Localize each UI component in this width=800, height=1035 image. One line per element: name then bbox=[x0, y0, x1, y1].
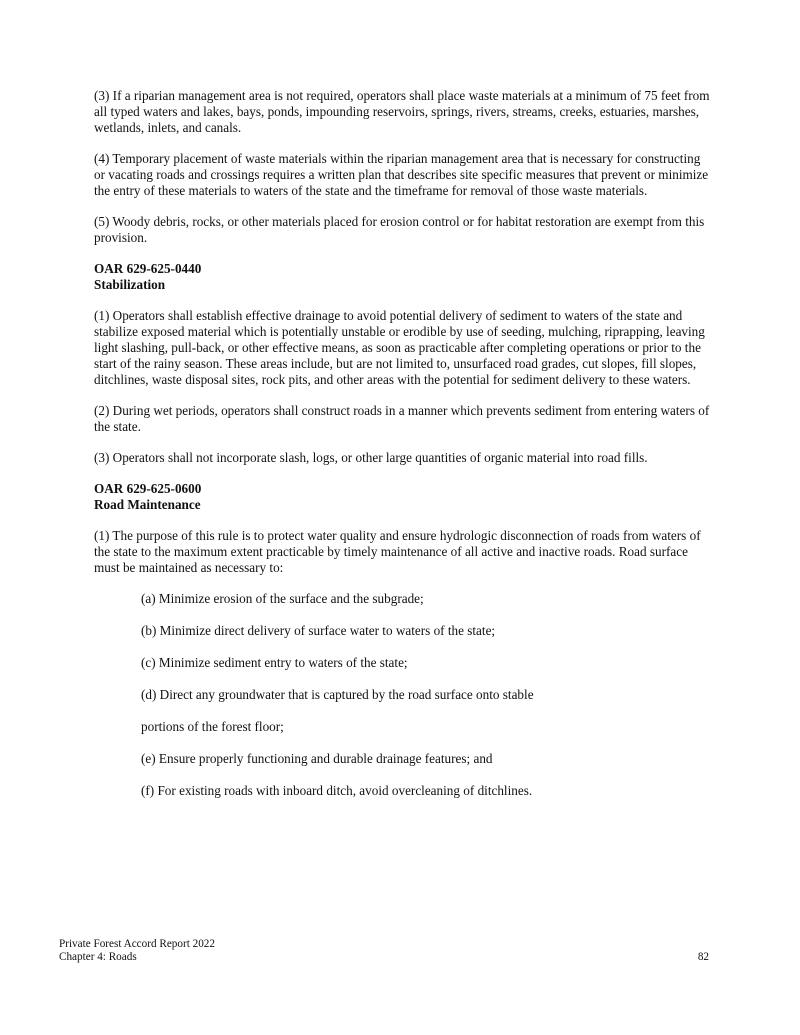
rule-number: OAR 629-625-0600 bbox=[94, 481, 202, 496]
list-item: (c) Minimize sediment entry to waters of the state; bbox=[141, 655, 408, 670]
list-item: (d) Direct any groundwater that is captured by the road surface onto stable bbox=[141, 687, 534, 702]
section-title: Road Maintenance bbox=[94, 497, 201, 512]
footer-chapter: Chapter 4: Roads bbox=[59, 951, 137, 963]
page-number: 82 bbox=[697, 951, 709, 963]
footer-report-title: Private Forest Accord Report 2022 bbox=[59, 938, 215, 950]
list-item: (e) Ensure properly functioning and durable drainage features; and bbox=[141, 751, 493, 766]
paragraph-purpose: (1) The purpose of this rule is to protect water quality and ensure hydrologic disconnection of roads from waters of the state to the maximum extent practicable by timely maintenance of all active and inactive roads. Road surface must be maintained as necessary to: bbox=[94, 528, 701, 575]
document-body bbox=[94, 88, 710, 815]
list-item: portions of the forest floor; bbox=[141, 719, 284, 734]
paragraph-drainage: (1) Operators shall establish effective drainage to avoid potential delivery of sediment to waters of the state and stabilize exposed material which is potentially unstable or erodible by use of seeding, mulching, riprapping, leaving light slashing, pull-back, or other effective means, as soon as practicable after completing operations or prior to the start of the rainy season. These areas include, but are not limited to, unsurfaced road grades, cut slopes, fill slopes, ditchlines, waste disposal sites, rock pits, and other areas with the potential for sediment delivery to these waters. bbox=[94, 308, 705, 387]
section-heading-stabilization bbox=[94, 261, 710, 293]
paragraph-slash: (3) Operators shall not incorporate slash, logs, or other large quantities of organic material into road fills. bbox=[94, 450, 648, 465]
paragraph-woody-debris: (5) Woody debris, rocks, or other materials placed for erosion control or for habitat restoration are exempt from this provision. bbox=[94, 214, 705, 245]
paragraph-waste-distance: (3) If a riparian management area is not required, operators shall place waste materials at a minimum of 75 feet from all typed waters and lakes, bays, ponds, impounding reservoirs, springs, rivers, streams, creeks, estuaries, marshes, wetlands, inlets, and canals. bbox=[94, 88, 710, 135]
list-item: (b) Minimize direct delivery of surface water to waters of the state; bbox=[141, 623, 496, 638]
section-title: Stabilization bbox=[94, 277, 166, 292]
paragraph-temporary-placement: (4) Temporary placement of waste materials within the riparian management area that is necessary for constructing or vacating roads and crossings requires a written plan that describes site specific measures that prevent or minimize the entry of these materials to waters of the state and the timeframe for removal of those waste materials. bbox=[94, 151, 709, 198]
rule-number: OAR 629-625-0440 bbox=[94, 261, 202, 276]
paragraph-wet-periods: (2) During wet periods, operators shall construct roads in a manner which prevents sediment from entering waters of the state. bbox=[94, 403, 710, 434]
list-item: (f) For existing roads with inboard ditch, avoid overcleaning of ditchlines. bbox=[141, 783, 533, 798]
section-heading-road-maintenance bbox=[94, 481, 710, 513]
page-footer bbox=[59, 938, 709, 964]
list-item: (a) Minimize erosion of the surface and the subgrade; bbox=[141, 591, 424, 606]
